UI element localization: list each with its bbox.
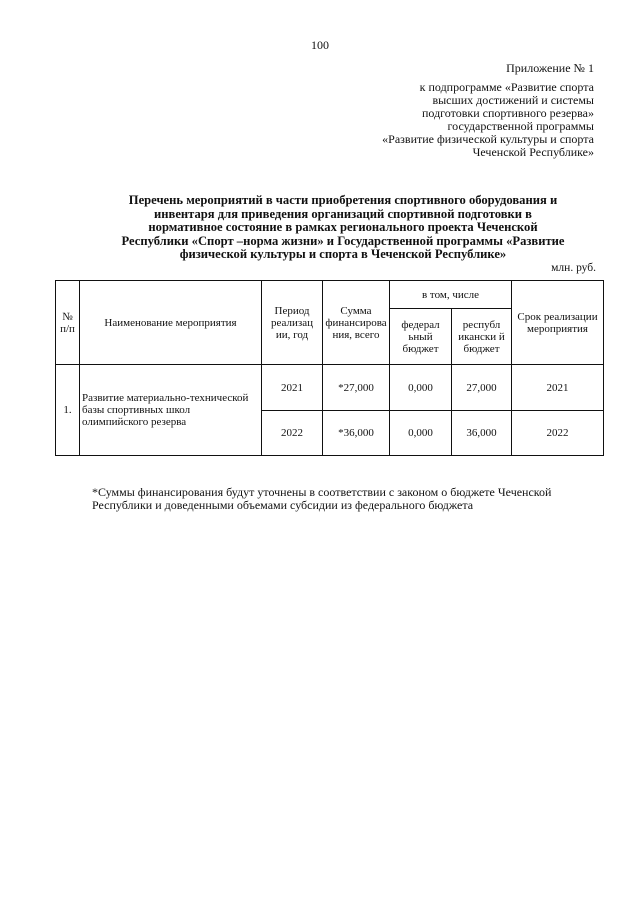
header-total: Сумма финансирова ния, всего xyxy=(323,281,390,365)
header-name: Наименование мероприятия xyxy=(80,281,262,365)
row-period: 2021 xyxy=(262,365,323,411)
appendix-block xyxy=(294,62,594,159)
appendix-line: «Развитие физической культуры и спорта xyxy=(382,132,594,146)
header-num: № п/п xyxy=(56,281,80,365)
row-total: *36,000 xyxy=(323,411,390,456)
footnote: *Суммы финансирования будут уточнены в соответствии с законом о бюджете Чеченской Республики и доведенными объемами субсидии из федерального бюджета xyxy=(92,485,552,512)
table-row xyxy=(56,365,604,411)
header-federal: федерал ьный бюджет xyxy=(390,309,452,365)
title-line: физической культуры и спорта в Чеченской Республике» xyxy=(179,247,507,261)
appendix-title: Приложение № 1 xyxy=(506,61,594,75)
unit-label: млн. руб. xyxy=(551,262,596,274)
row-term: 2021 xyxy=(512,365,604,411)
document-title xyxy=(84,194,602,262)
appendix-line: высших достижений и системы xyxy=(432,93,594,107)
row-republic: 27,000 xyxy=(452,365,512,411)
row-federal: 0,000 xyxy=(390,365,452,411)
title-line: Республики «Спорт –норма жизни» и Государственной программы «Развитие xyxy=(121,233,565,248)
page-number: 100 xyxy=(311,38,329,52)
title-line: инвентаря для приведения организаций спортивной подготовки в xyxy=(154,206,532,221)
title-line: нормативное состояние в рамках регионального проекта Чеченской xyxy=(148,220,538,234)
appendix-line: к подпрограмме «Развитие спорта xyxy=(419,80,594,94)
header-term: Срок реализации мероприятия xyxy=(512,281,604,365)
row-republic: 36,000 xyxy=(452,411,512,456)
appendix-line: подготовки спортивного резерва» xyxy=(422,106,594,120)
row-num: 1. xyxy=(56,365,80,456)
title-line: Перечень мероприятий в части приобретения спортивного оборудования и xyxy=(128,193,558,207)
measures-table xyxy=(55,280,604,456)
header-republic: республ икански й бюджет xyxy=(452,309,512,365)
row-name: Развитие материально-технической базы спортивных школ олимпийского резерва xyxy=(80,365,262,456)
header-including: в том, числе xyxy=(390,281,512,309)
appendix-line: государственной программы xyxy=(447,119,594,133)
appendix-line: Чеченской Республике» xyxy=(472,145,594,159)
row-term: 2022 xyxy=(512,411,604,456)
row-total: *27,000 xyxy=(323,365,390,411)
row-federal: 0,000 xyxy=(390,411,452,456)
row-period: 2022 xyxy=(262,411,323,456)
header-period: Период реализац ии, год xyxy=(262,281,323,365)
